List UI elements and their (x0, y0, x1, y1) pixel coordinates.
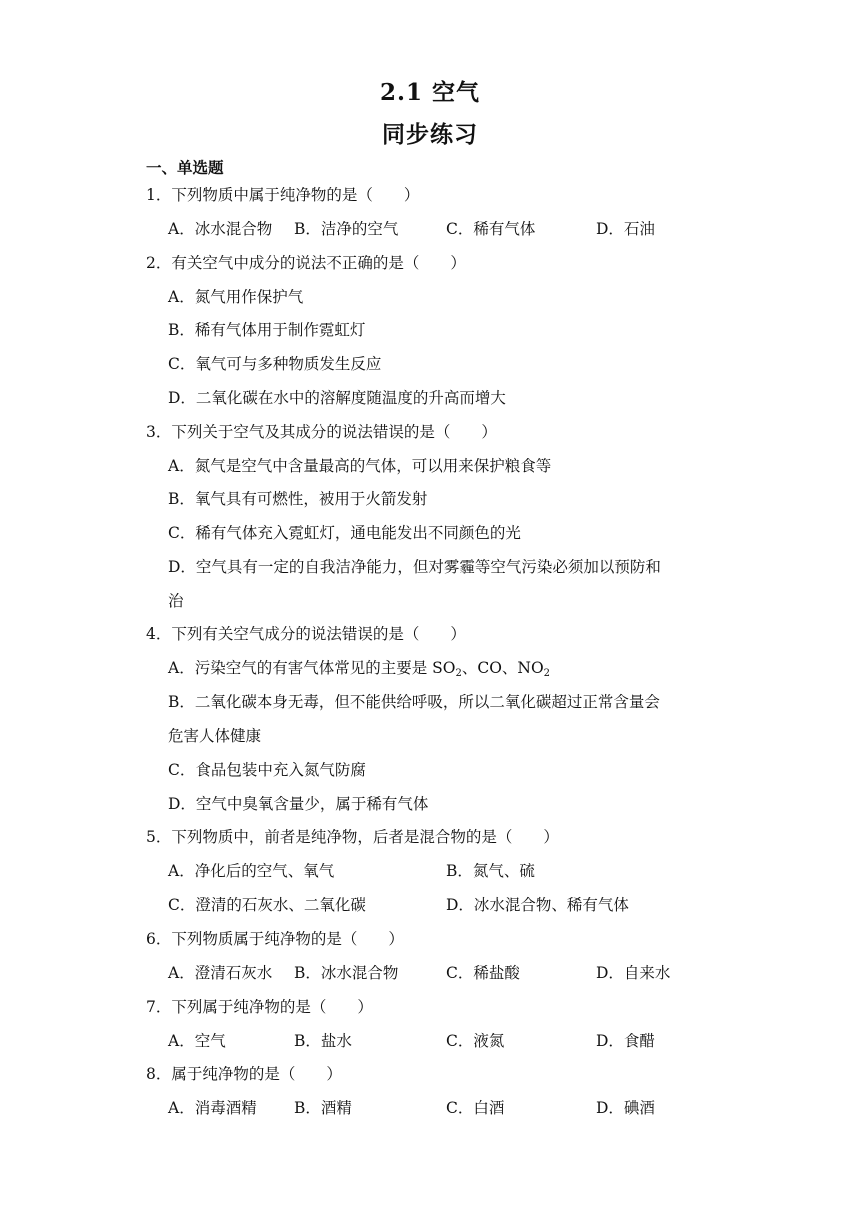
question-7-option-a: A．空气 (168, 1032, 226, 1050)
section-heading: 一、单选题 (146, 158, 224, 177)
question-4-option-a-text-2: 、CO、NO (461, 659, 544, 677)
question-5-option-a: A．净化后的空气、氧气 (168, 862, 335, 880)
question-3-option-a: A．氮气是空气中含量最高的气体，可以用来保护粮食等 (168, 457, 552, 475)
question-4-stem: 4．下列有关空气成分的说法错误的是（ ） (146, 625, 466, 643)
question-5-option-b: B．氮气、硫 (446, 862, 535, 880)
question-3-option-b: B．氧气具有可燃性，被用于火箭发射 (168, 490, 428, 508)
question-4-option-a-text: A．污染空气的有害气体常见的主要是 SO (168, 659, 456, 677)
question-7-option-d: D．食醋 (596, 1032, 655, 1050)
question-1-stem: 1．下列物质中属于纯净物的是（ ） (146, 186, 420, 204)
question-2-option-b: B．稀有气体用于制作霓虹灯 (168, 321, 366, 339)
question-6-option-a: A．澄清石灰水 (168, 964, 273, 982)
question-8-option-c: C．白酒 (446, 1099, 505, 1117)
question-2-option-c: C．氧气可与多种物质发生反应 (168, 355, 382, 373)
subscript-2: 2 (455, 668, 462, 679)
question-6-stem: 6．下列物质属于纯净物的是（ ） (146, 930, 404, 948)
question-6-option-b: B．冰水混合物 (294, 964, 399, 982)
question-4-option-a (168, 658, 550, 678)
page-title: 2.1 空气 (379, 79, 481, 106)
question-4-option-c: C．食品包装中充入氮气防腐 (168, 761, 366, 779)
question-1-option-a: A．冰水混合物 (168, 220, 273, 238)
page-subtitle: 同步练习 (382, 121, 478, 148)
question-2-option-a: A．氮气用作保护气 (168, 288, 304, 306)
question-8-option-a: A．消毒酒精 (168, 1099, 257, 1117)
question-2-option-d: D．二氧化碳在水中的溶解度随温度的升高而增大 (168, 389, 506, 407)
question-8-option-d: D．碘酒 (596, 1099, 655, 1117)
question-5-stem: 5．下列物质中，前者是纯净物，后者是混合物的是（ ） (146, 828, 559, 846)
question-4-option-b: B．二氧化碳本身无毒，但不能供给呼吸，所以二氧化碳超过正常含量会 (168, 693, 660, 711)
question-3-option-d-cont: 治 (168, 592, 184, 610)
question-6-option-d: D．自来水 (596, 964, 671, 982)
question-2-stem: 2．有关空气中成分的说法不正确的是（ ） (146, 254, 466, 272)
question-1-option-c: C．稀有气体 (446, 220, 536, 238)
question-1-option-b: B．洁净的空气 (294, 220, 399, 238)
question-3-option-c: C．稀有气体充入霓虹灯，通电能发出不同颜色的光 (168, 524, 521, 542)
question-5-option-c: C．澄清的石灰水、二氧化碳 (168, 896, 366, 914)
question-3-option-d: D．空气具有一定的自我洁净能力，但对雾霾等空气污染必须加以预防和 (168, 558, 661, 576)
question-8-option-b: B．酒精 (294, 1099, 352, 1117)
question-7-option-b: B．盐水 (294, 1032, 352, 1050)
question-4-option-d: D．空气中臭氧含量少，属于稀有气体 (168, 795, 429, 813)
question-7-option-c: C．液氮 (446, 1032, 505, 1050)
question-1-option-d: D．石油 (596, 220, 655, 238)
subscript-2: 2 (543, 668, 551, 679)
question-7-stem: 7．下列属于纯净物的是（ ） (146, 998, 373, 1016)
question-8-stem: 8．属于纯净物的是（ ） (146, 1065, 342, 1083)
question-4-option-b-cont: 危害人体健康 (168, 727, 262, 745)
question-6-option-c: C．稀盐酸 (446, 964, 520, 982)
question-3-stem: 3．下列关于空气及其成分的说法错误的是（ ） (146, 423, 497, 441)
question-5-option-d: D．冰水混合物、稀有气体 (446, 896, 629, 914)
